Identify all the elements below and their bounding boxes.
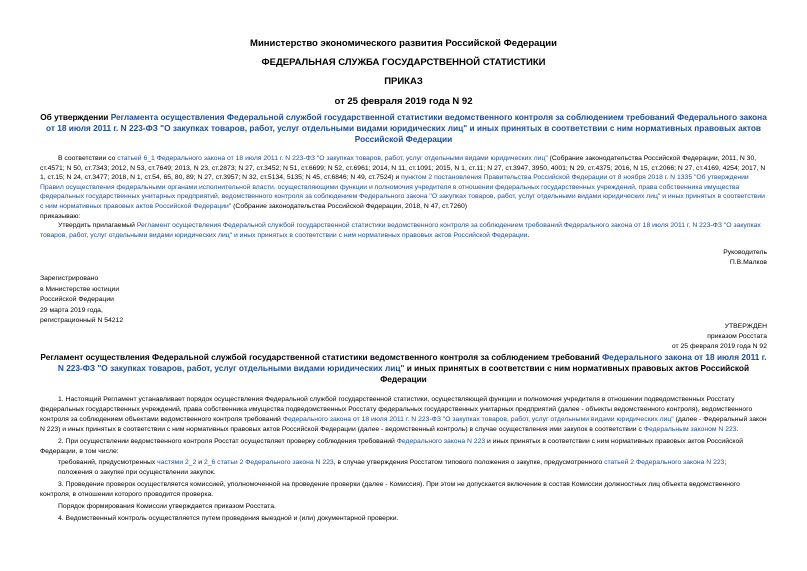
approved-line-2: приказом Росстата	[707, 333, 767, 341]
p3-link-article-2[interactable]: статьей 2 Федерального закона N 223	[604, 459, 725, 467]
p1-text-3: .	[736, 425, 739, 433]
registration-line-5: регистрационный N 54212	[40, 317, 124, 325]
approve-paragraph	[40, 221, 767, 240]
approved-line-3: от 25 февраля 2019 года N 92	[671, 343, 767, 351]
order-title-prefix: Об утверждении	[40, 112, 111, 122]
p3-link-parts[interactable]: частями 2_2	[157, 459, 197, 467]
preamble	[40, 154, 767, 240]
approved-stamp	[40, 322, 767, 353]
registration-line-2: в Министерстве юстиции	[40, 285, 120, 293]
approve-text-1: Утвердить прилагаемый	[58, 222, 137, 230]
order-word: приказываю:	[40, 212, 81, 220]
p1-link-law-short[interactable]: Федеральным законом N 223	[643, 425, 737, 433]
registration-block	[40, 274, 767, 327]
preamble-paragraph	[40, 154, 767, 212]
order-title	[40, 112, 767, 146]
p3-link-article[interactable]: 2_6 статьи 2 Федерального закона N 223	[203, 459, 334, 467]
p2-text-1: 2. При осуществлении ведомственного контроля Росстат осуществляет проверку соблюдения требований	[58, 437, 397, 445]
document-type: ПРИКАЗ	[384, 76, 423, 87]
regulation-title-link[interactable]: Федерального закона от 18 июля 2011 г. N 223-ФЗ "О закупках товаров, работ, услуг отдельными видами юридических лиц"	[57, 352, 767, 374]
approve-link-regulation[interactable]: Регламент осуществления Федеральной службой государственной статистики ведомственного контроля за соблюдением требований Федерального закона от 18 июля 2011 г. N 223-ФЗ "О закупках товаров, работ, услуг отдельными видами юридических лиц" и иных принятых в соответствии с ним нормативных правовых актов Российской Федерации	[40, 222, 761, 239]
ministry-name: Министерство экономического развития Российской Федерации	[250, 38, 557, 49]
p1-text-1: 1. Настоящий Регламент устанавливает порядок осуществления Федеральной службой государственной статистики, осуществляющей функции и полномочия учредителя в отношении подведомственных Росстату федеральных государственных учреждений, права собственника имущества подведомственных Росстату федеральных государственных унитарных предприятий (далее - объекты ведомственного контроля), ведомственного контроля за соблюдением объектами ведомственного контроля требований	[40, 396, 753, 423]
p2-text-2: и иных принятых в соответствии с ним нормативных правовых актов Российской Федерации, в том числе:	[40, 437, 744, 455]
paragraph-3	[40, 458, 767, 468]
p2-link-law[interactable]: Федерального закона N 223	[396, 437, 486, 445]
p3-text-3: , в случае утверждения Росстатом типового положения о закупке, предусмотренного	[333, 459, 605, 467]
signature-name: П.В.Малков	[729, 258, 767, 266]
p1-link-law[interactable]: Федерального закона от 18 июля 2011 г. N 223-ФЗ "О закупках товаров, работ, услуг отдельными видами юридических лиц"	[282, 415, 674, 423]
registration-line-1: Зарегистрировано	[40, 275, 99, 282]
registration-line-3: Российской Федерации	[40, 296, 114, 304]
p1-text-2: (далее - Федеральный закон N 223) и иных принятых в соответствии с ним нормативных правовых актов Российской Федерации (далее - ведомственный контроль) в случае осуществления ими закупок в соответствии с	[40, 415, 767, 433]
preamble-text-1: В соответствии со	[58, 155, 118, 162]
regulation-title-text-2: и иных принятых в соответствии с ним нормативных правовых актов Российской Федерации	[380, 363, 750, 385]
paragraph-7: 4. Ведомственный контроль осуществляется путем проведения выездной и (или) документарной проверки.	[58, 514, 399, 522]
approve-text-2: .	[527, 231, 530, 239]
regulation-body	[40, 395, 767, 524]
p3-text-1: требований, предусмотренных	[58, 459, 158, 467]
document-date-number: от 25 февраля 2019 года N 92	[334, 96, 473, 107]
signature-block	[40, 248, 767, 267]
preamble-link-article[interactable]: статьей 6_1 Федерального закона от 18 июля 2011 г. N 223-ФЗ "О закупках товаров, работ, услуг отдельными видами юридических лиц"	[117, 155, 548, 162]
paragraph-5: 3. Проведение проверок осуществляется комиссией, уполномоченной на проведение проверки (далее - Комиссия). При этом не допускается включение в состав Комиссии должностных лиц объекта ведомственного контроля, в отношении которого проводится проверка.	[40, 481, 740, 499]
approved-word: УТВЕРЖДЕН	[724, 323, 767, 330]
preamble-text-2: (Собрание законодательства Российской Федерации, 2011, N 30, ст.4571; N 50, ст.7343; 2012, N 53, ст.7649; 2013, N 23, ст.2873; N 27, ст.3452; N 51, ст.6699; N 52, ст.6961; 2014, N 11, ст.1091; 2015, N 1, ст.11; N 27, ст.3947, 3950, 4001; N 29, ст.4375; 2016, N 15, ст.2066; N 27, ст.4169, 4254; 2017, N 1, ст.15; N 24, ст.3477; 2018, N 1, ст.54, 65, 80, 89; N 27, ст.3957; N 32, ст.5134, 5135; N 45, ст.6846; N 49, ст.7524) и	[40, 155, 766, 182]
registration-line-4: 29 марта 2019 года,	[40, 306, 103, 314]
regulation-title	[40, 352, 767, 386]
p3-text-2: и	[196, 459, 204, 467]
regulation-title-text-1: Регламент осуществления Федеральной службой государственной статистики ведомственного контроля за соблюдением требований	[40, 352, 603, 362]
paragraph-4: положения о закупке при осуществлении закупок.	[58, 469, 216, 477]
preamble-link-decree[interactable]: пунктом 2 постановления Правительства Российской Федерации от 8 ноября 2018 г. N 1335 "Об утверждении Правил осуществления федеральными органами исполнительной власти, осуществляющими функции и полномочия учредителя в отношении федеральных государственных учреждений, права собственника имущества федеральных государственных унитарных предприятий, ведомственного контроля за соблюдением Федерального закона "О закупках товаров, работ, услуг отдельными видами юридических лиц" и иных принятых в соответствии с ним нормативных правовых актов Российской Федерации"	[40, 174, 765, 210]
service-name: ФЕДЕРАЛЬНАЯ СЛУЖБА ГОСУДАРСТВЕННОЙ СТАТИСТИКИ	[261, 57, 546, 68]
paragraph-1	[40, 395, 767, 435]
paragraph-6: Порядок формирования Комиссии утверждается приказом Росстата.	[58, 503, 276, 511]
p3-text-4: ;	[724, 459, 727, 467]
signature-role: Руководитель	[723, 249, 767, 256]
order-title-link[interactable]: Регламента осуществления Федеральной службой государственной статистики ведомственного контроля за соблюдением требований Федерального закона от 18 июля 2011 г. N 223-ФЗ "О закупках товаров, работ, услуг отдельными видами юридических лиц" и иных принятых в соответствии с ним нормативных правовых актов Российской Федерации	[45, 112, 767, 145]
preamble-text-3: (Собрание законодательства Российской Федерации, 2018, N 47, ст.7260)	[231, 202, 468, 210]
paragraph-2	[40, 437, 767, 457]
